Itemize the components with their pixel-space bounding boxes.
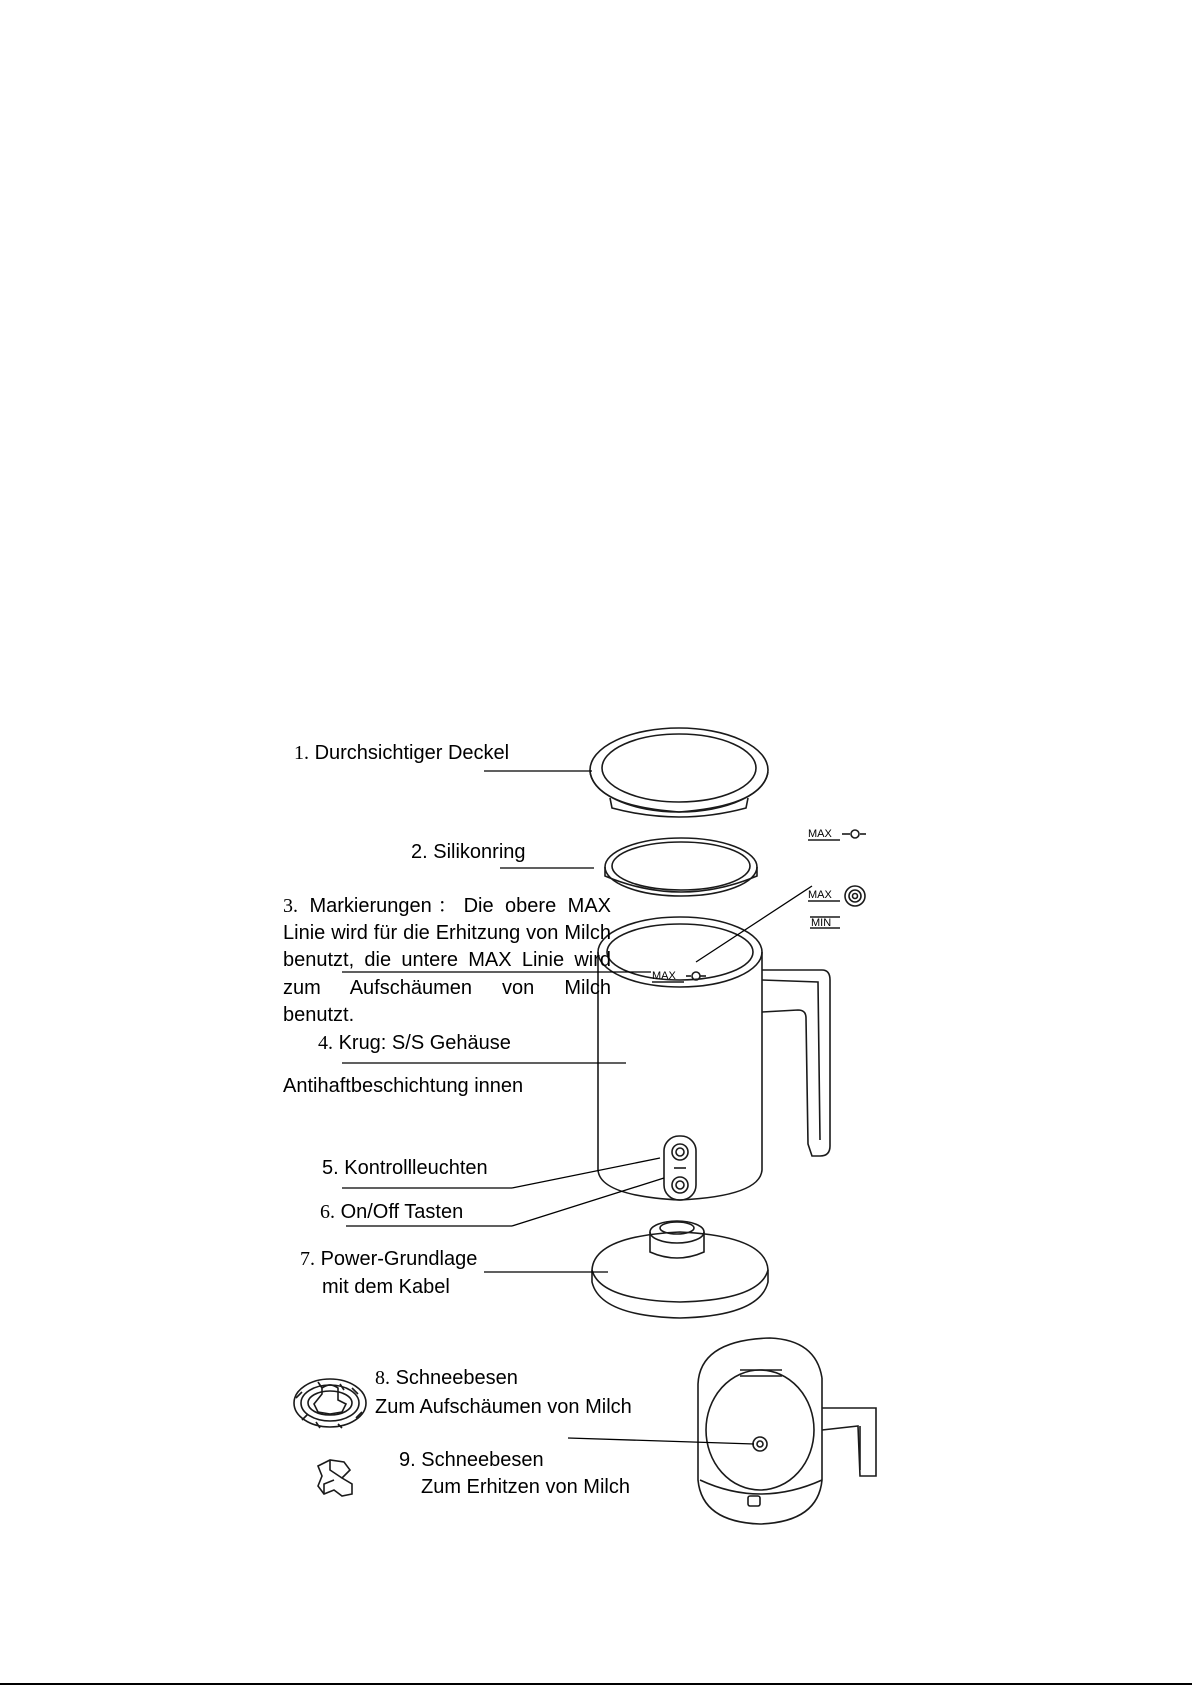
label-9: 9. Schneebesen: [399, 1449, 544, 1471]
leader-lines: [342, 771, 812, 1444]
max-mark-text-middle: MAX: [808, 889, 832, 901]
inner-max-mark-text: MAX: [652, 970, 676, 982]
label-5: 5. Kontrollleuchten: [322, 1157, 488, 1179]
jug-illustration: [598, 917, 830, 1200]
lid-illustration: [590, 728, 768, 817]
label-4-sub: Antihaftbeschichtung innen: [283, 1075, 524, 1097]
power-base-illustration: [592, 1221, 768, 1318]
label-2: 2. Silikonring: [411, 841, 526, 863]
label-7: 7. Power-Grundlage: [300, 1248, 478, 1270]
label-8: 8. Schneebesen: [375, 1367, 518, 1389]
label-9-sub: Zum Erhitzen von Milch: [421, 1476, 630, 1498]
max-mark-icons: [808, 830, 866, 928]
min-mark-text: MIN: [811, 917, 832, 929]
silicone-ring-illustration: [605, 838, 757, 896]
label-4: 4. Krug: S/S Gehäuse: [318, 1032, 511, 1054]
max-mark-text-top: MAX: [808, 828, 832, 840]
label-3-paragraph: 3. Markierungen：Die obere MAX Linie wird für die Erhitzung von Milch benutzt, die untere MAX Linie wird zum Aufschäumen von Milch benutzt.: [283, 895, 611, 1026]
label-8-sub: Zum Aufschäumen von Milch: [375, 1396, 632, 1418]
heating-whisk-illustration: [318, 1460, 352, 1496]
jug-top-view-illustration: [698, 1338, 876, 1524]
label-7-sub: mit dem Kabel: [322, 1276, 450, 1298]
label-1: 1. Durchsichtiger Deckel: [294, 742, 510, 764]
frothing-whisk-illustration: [294, 1379, 366, 1428]
label-6: 6. On/Off Tasten: [320, 1201, 464, 1223]
